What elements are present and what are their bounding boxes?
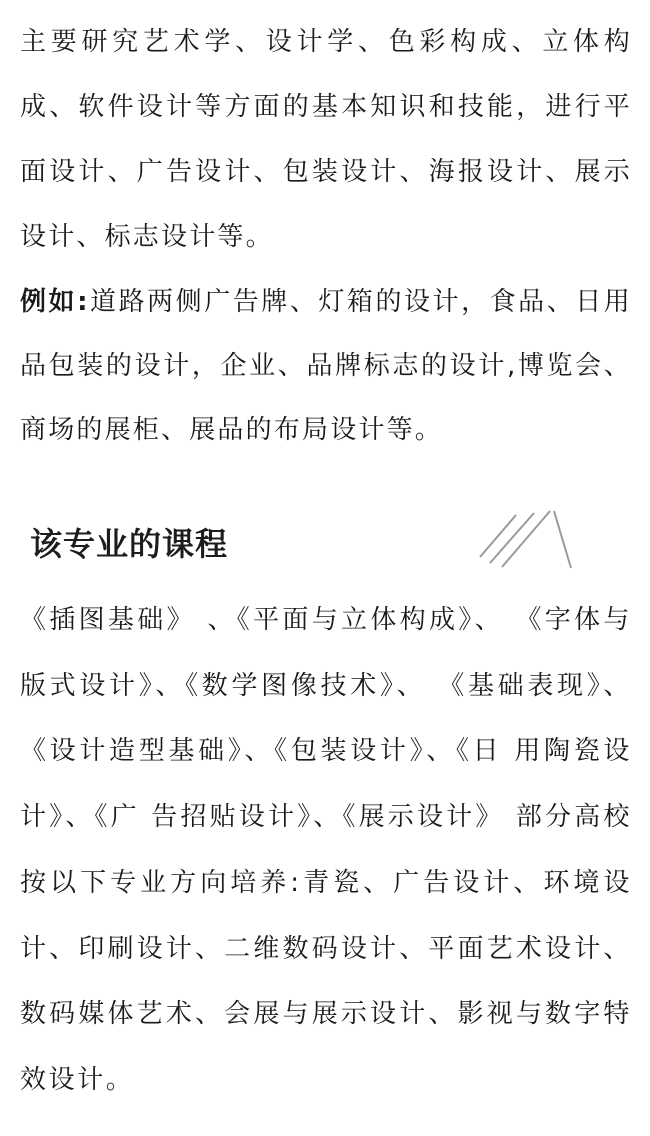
section-heading: 该专业的课程 [30, 525, 229, 563]
example-label: 例如: [20, 287, 90, 317]
example-paragraph [20, 270, 632, 462]
intro-paragraph: 主要研究艺术学、设计学、色彩构成、立体构成、软件设计等方面的基本知识和技能，进行平面设计、广告设计、包装设计、海报设计、展示设计、标志设计等。 [20, 27, 632, 252]
decor-line-4 [554, 511, 571, 568]
decor-line-1 [480, 515, 516, 557]
courses-paragraph: 《插图基础》 、《平面与立体构成》、 《字体与 版式设计》、《数学图像技术》、 《基础表现》、 《设计造型基础》、《包装设计》、《日 用陶瓷设计》、《广 告招贴设计》、《展示设计》 部分高校按以下专业方向培养:青瓷、广告设计、环境设计、印刷设计、二维数码设计、平面艺术设计、数码媒体艺术、会展与展示设计、影视与数字特效设计。 [20, 605, 632, 1095]
decor-line-3 [502, 511, 550, 567]
example-text: 道路两侧广告牌、灯箱的设计，食品、日用品包装的设计，企业、品牌标志的设计,博览会、商场的展柜、展品的布局设计等。 [20, 287, 632, 445]
decorative-slash-lines [476, 505, 586, 585]
